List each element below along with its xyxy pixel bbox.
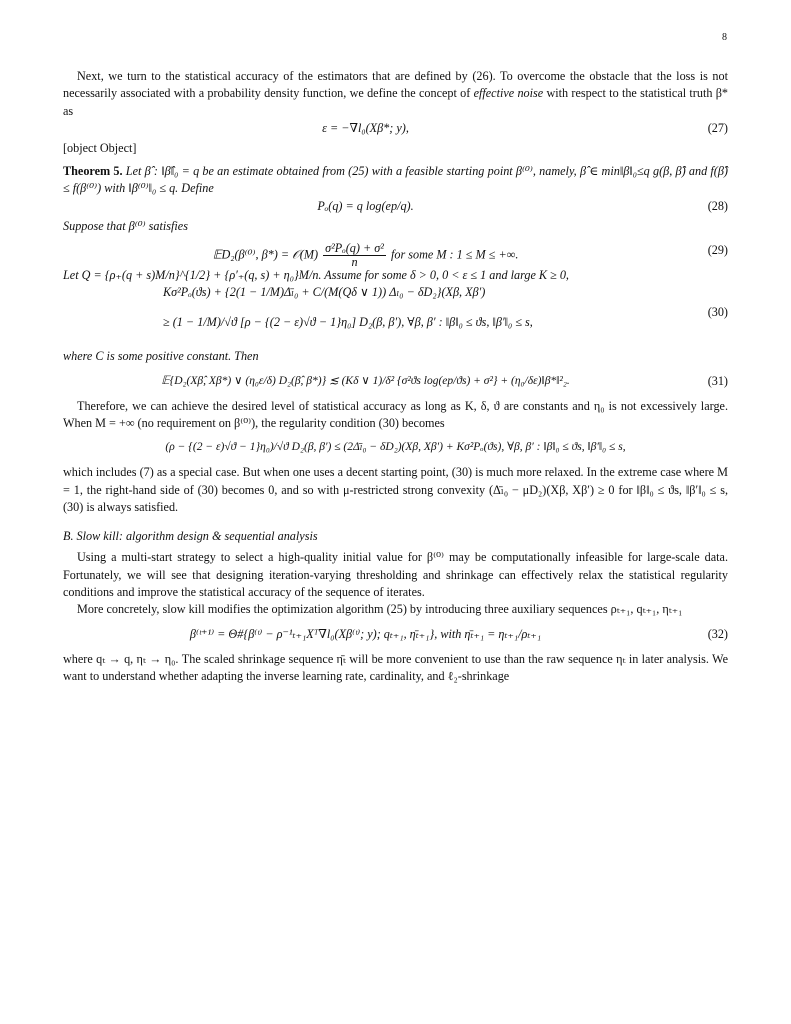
paragraph-effective-noise: Next, we turn to the statistical accuracy of the estimators that are defined by (26). To overcome the obstacle that the loss is not necessarily associated with a probability density function, we define the concept of effective noise with respect to the statistical truth β* as: [63, 69, 729, 118]
suppose-line: Suppose that β⁽⁰⁾ satisfies: [63, 218, 188, 233]
equation-28: Pₒ(q) = q log(ep/q). (28): [63, 198, 728, 218]
equation-number: (27): [707, 120, 728, 135]
paragraph-special-case: which includes (7) as a special case. But when one uses a decent starting point, (30) is much more relaxed. In the extreme case where M = 1, the right-hand side of (30) becomes 0, and so with μ-restricted strong convexity (Δ̄ₗ₀ − μD₂)(Xβ, Xβ′) ≥ 0 for ‖β‖₀ ≤ ϑs, ‖β′‖₀ ≤ s, (30) is always satisfied.: [63, 465, 728, 514]
paragraph-multistart: Using a multi-start strategy to select a high-quality initial value for β⁽⁰⁾ may be computationally infeasible for large-scale data. Fortunately, we will see that designing iteration-varying thresholding and shrinkage can effectively relax the statistical regularity conditions and improve the statistical accuracy of the sequence of iterates.: [63, 550, 728, 600]
equation-number: (30): [707, 305, 728, 320]
equation-number: (32): [707, 626, 728, 641]
let-q-line: Let Q = {ρ₊(q + s)M/n}^{1/2} + {ρ′₊(q, s) + η₀}M/n. Assume for some δ > 0, 0 < ε ≤ 1 and large K ≥ 0,: [63, 268, 569, 283]
theorem-label: Theorem 5.: [63, 164, 123, 179]
equation-number: (31): [707, 373, 728, 388]
emphasis-effective-noise: effective noise: [473, 86, 544, 101]
equation-27: ε = −∇l₀(Xβ*; y), (27): [63, 120, 728, 140]
equation-31: 𝔼{D₂(Xβ̂, Xβ*) ∨ (η₀ε/δ) D₂(β̂, β*)} ≲ (Kδ ∨ 1)/δ² {σ²ϑs log(ep/ϑs) + σ²} + (η₀/δε)‖β*‖²₂. (31): [63, 366, 728, 398]
equation-number: (28): [707, 198, 728, 213]
main-column: [63, 68, 728, 685]
equation-32: β⁽ᵗ⁺¹⁾ = Θ#{β⁽ᵗ⁾ − ρ⁻¹ₜ₊₁Xᵀ∇l₀(Xβ⁽ᵗ⁾; y); qₜ₊₁, η̄ₜ₊₁}, with η̄ₜ₊₁ = ηₜ₊₁/ρₜ₊₁ (32): [63, 619, 728, 651]
equation-29: 𝔼D₂(β⁽⁰⁾, β*) = 𝒪(M) $\frac{\text{σ²Pₒ(q) + σ²}}{n}$ for some M : 1 ≤ M ≤ +∞. (29): [212, 241, 728, 270]
paragraph-scaled-shrinkage: where qₜ → q, ηₜ → η₀. The scaled shrinkage sequence η̄ₜ will be more convenient to use than the raw sequence ηₜ in later analysis. We want to understand whether adapting the inverse learning rate, cardinality, and ℓ₂-shrinkage: [63, 651, 728, 683]
equation-number: (29): [707, 243, 728, 258]
paragraph-slow-kill: More concretely, slow kill modifies the optimization algorithm (25) by introducing three auxiliary sequences ρₜ₊₁, qₜ₊₁, ηₜ₊₁: [77, 602, 683, 617]
equation-30: Kσ²Pₒ(ϑs) + {2(1 − 1/M)Δ̄ₗ₀ + C/(M(Qδ ∨ 1)) Δₗ₀ − δD₂}(Xβ, Xβ′) ≥ (1 − 1/M)/√ϑ [ρ − {(2 − ε)√ϑ − 1}η₀] D₂(β, β′), ∀β, β′ : ‖β‖₀ ≤ ϑs, ‖β′‖₀ ≤ s, (30): [163, 285, 728, 330]
paragraph-therefore: Therefore, we can achieve the desired level of statistical accuracy as long as K, δ, ϑ are constants and η₀ is not excessively large. When M = +∞ (no requirement on β⁽⁰⁾), the regularity condition (30) becomes: [63, 398, 728, 430]
paragraph-glm: [object Object]: [63, 140, 137, 155]
fraction: $\frac{\text{σ²Pₒ(q) + σ²}}{n}$: [325, 241, 384, 270]
equation-unnumbered: (ρ − {(2 − ε)√ϑ − 1}η₀)/√ϑ D₂(β, β′) ≤ (2Δ̄ₗ₀ − δD₂)(Xβ, Xβ′) + Kσ²Pₒ(ϑs), ∀β, β′ : ‖β‖₀ ≤ ϑs, ‖β′‖₀ ≤ s,: [165, 441, 626, 454]
theorem-5: Theorem 5. Let β̂ : ‖β̂‖₀ = q be an estimate obtained from (25) with a feasible starting point β⁽⁰⁾, namely, β̂ ∈ min‖β‖₀≤q g(β, β̂) and f(β̂) ≤ f(β⁽⁰⁾) with ‖β⁽⁰⁾‖₀ ≤ q. Define: [63, 164, 728, 196]
where-c-line: where C is some positive constant. Then: [63, 349, 259, 364]
page-number: 8: [722, 32, 727, 43]
section-heading: B. Slow kill: algorithm design & sequential analysis: [63, 529, 318, 544]
